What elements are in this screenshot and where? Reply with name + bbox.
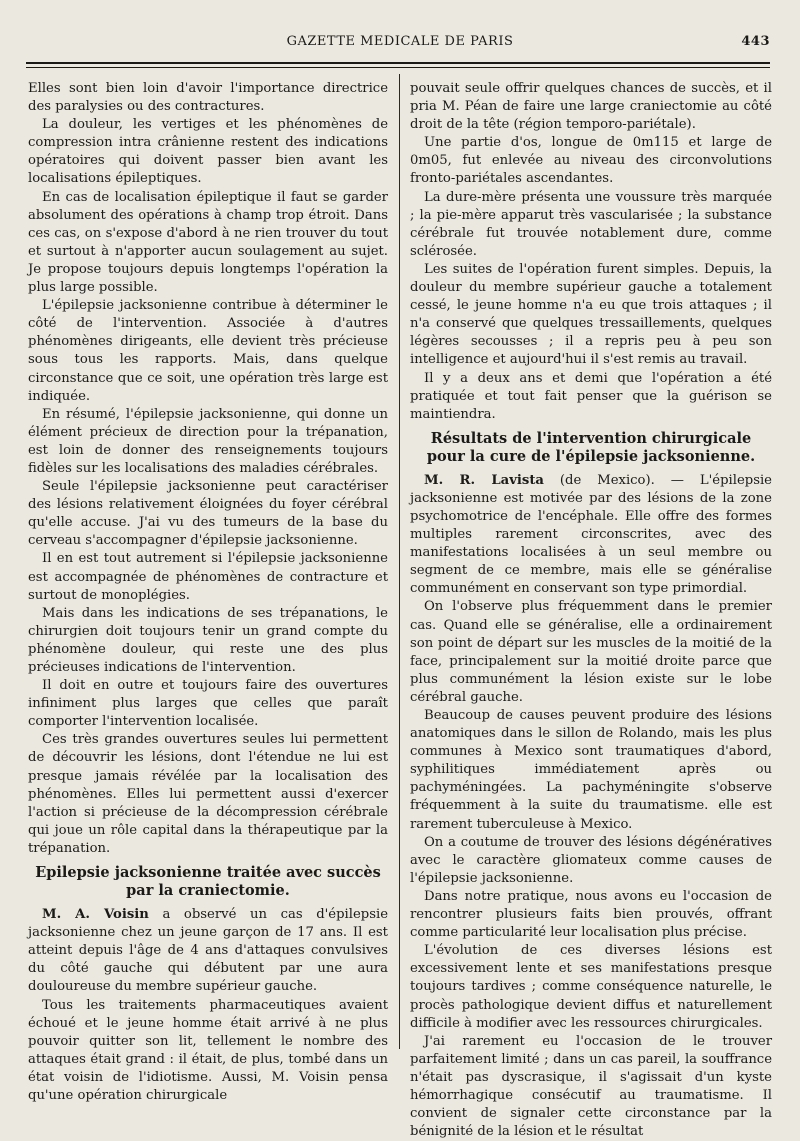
paragraph: J'ai rarement eu l'occasion de le trouver parfaitement limité ; dans un cas pareil, la souffrance n'était pas dyscrasique, il s'agissait d'un kyste hémorrhagique consécutif au traumatisme. Il convient de signaler cette circonstance par la bénignité de la lésion et le résultat	[410, 1033, 772, 1140]
journal-title: GAZETTE MEDICALE DE PARIS	[286, 34, 514, 49]
paragraph: Seule l'épilepsie jacksonienne peut caractériser des lésions relativement éloignées du foyer cérébral qu'elle accuse. J'ai vu des tumeurs de la base du cerveau s'accompagner d'épilepsie jacksonienne.	[28, 479, 388, 549]
paragraph: Il en est tout autrement si l'épilepsie jacksonienne est accompagnée de phénomènes de contracture et surtout de monoplégies.	[28, 551, 388, 603]
right-column	[410, 80, 772, 1140]
paragraph: Il doit en outre et toujours faire des ouvertures infiniment plus larges que celles que paraît comporter l'intervention localisée.	[28, 678, 388, 730]
section-heading: Résultats de l'intervention chirurgicale pour la cure de l'épilepsie jacksonienne.	[426, 429, 756, 465]
paragraph: La dure-mère présenta une voussure très marquée ; la pie-mère apparut très vascularisée ; la substance cérébrale fut trouvée notablement dure, comme sclérosée.	[410, 189, 772, 259]
paragraph: Elles sont bien loin d'avoir l'importance directrice des paralysies ou des contractures.	[28, 81, 388, 115]
paragraph: Mais dans les indications de ses trépanations, le chirurgien doit toujours tenir un grand compte du phénomène douleur, qui reste une des plus précieuses indications de l'intervention.	[28, 605, 388, 675]
paragraph: La douleur, les vertiges et les phénomènes de compression intra crânienne restent des indications opératoires qui doivent passer bien avant les localisations épileptiques.	[28, 117, 388, 187]
header-rule-thick	[26, 62, 770, 64]
paragraph: On a coutume de trouver des lésions dégénératives avec le caractère gliomateux comme causes de l'épilepsie jacksonienne.	[410, 834, 772, 886]
paragraph: Dans notre pratique, nous avons eu l'occasion de rencontrer plusieurs faits bien prouvés, offrant comme particularité leur localisation plus précise.	[410, 888, 772, 941]
paragraph: Tous les traitements pharmaceutiques avaient échoué et le jeune homme était arrivé à ne plus pouvoir quitter son lit, tellement le nombre des attaques était grand : il était, de plus, tombé dans un état voisin de l'idiotisme. Aussi, M. Voisin pensa qu'une opération chirurgicale	[28, 997, 388, 1103]
page-number: 443	[741, 34, 770, 49]
paragraph: Beaucoup de causes peuvent produire des lésions anatomiques dans le sillon de Rolando, mais les plus communes à Mexico sont traumatiques d'abord, syphilitiques immédiatement après ou pachyméningées. La pachyméningite s'observe fréquemment à la suite du traumatisme. elle est rarement tuberculeuse à Mexico.	[410, 708, 772, 832]
paragraph	[410, 472, 772, 599]
paragraph-text: (de Mexico). — L'épilepsie jacksonienne est motivée par des lésions de la zone psychomotrice de l'encéphale. Elle offre des formes multiples rarement circonscrites, avec des manifestations localisées à un seul membre ou segment de ce membre, mais elle se généralise communément en conservant son type primordial.	[410, 472, 772, 597]
section-heading: Epilepsie jacksonienne traitée avec succès par la craniectomie.	[35, 864, 381, 900]
column-divider	[399, 74, 400, 1049]
paragraph: L'épilepsie jacksonienne contribue à déterminer le côté de l'intervention. Associée à d'autres phénomènes dirigeants, elle devient très précieuse sous tous les rapports. Mais, dans quelque circonstance que ce soit, une opération très large est indiquée.	[28, 298, 388, 404]
paragraph: Les suites de l'opération furent simples. Depuis, la douleur du membre supérieur gauche a totalement cessé, le jeune homme n'a eu que trois attaques ; il n'a conservé que quelques tressaillements, quelques légères secousses ; il a repris peu à peu son intelligence et aujourd'hui il s'est remis au travail.	[410, 261, 772, 368]
running-header	[30, 34, 770, 54]
paragraph: En cas de localisation épileptique il faut se garder absolument des opérations à champ trop étroit. Dans ces cas, on s'expose d'abord à ne rien trouver du tout et surtout à n'apporter aucun soulagement au sujet. Je propose toujours depuis longtemps l'opération la plus large possible.	[28, 189, 388, 296]
paragraph: Ces très grandes ouvertures seules lui permettent de découvrir les lésions, dont l'étendue ne lui est presque jamais révélée par la localisation des phénomènes. Elles lui permettent aussi d'exercer l'action si précieuse de la décompression cérébrale qui joue un rôle capital dans la thérapeutique par la trépanation.	[28, 732, 388, 856]
paragraph	[28, 906, 388, 996]
author-name: M. A. Voisin	[42, 907, 149, 923]
left-column	[28, 80, 388, 1103]
paragraph-text: a observé un cas d'épilepsie jacksonienne chez un jeune garçon de 17 ans. Il est atteint depuis l'âge de 4 ans d'attaques convulsives du côté gauche qui débutent par une aura douloureuse du membre supérieur gauche.	[28, 907, 388, 995]
paragraph: En résumé, l'épilepsie jacksonienne, qui donne un élément précieux de direction pour la trépanation, est loin de donner des renseignements toujours fidèles sur les localisations des maladies cérébrales.	[28, 406, 388, 476]
header-rule-thin	[26, 67, 770, 68]
paragraph: Il y a deux ans et demi que l'opération a été pratiquée et tout fait penser que la guérison se maintiendra.	[410, 370, 772, 422]
paragraph: Une partie d'os, longue de 0m115 et large de 0m05, fut enlevée au niveau des circonvolutions fronto-pariétales ascendantes.	[410, 135, 772, 187]
paragraph: pouvait seule offrir quelques chances de succès, et il pria M. Péan de faire une large craniectomie au côté droit de la tête (région temporo-pariétale).	[410, 81, 772, 133]
author-name: M. R. Lavista	[424, 472, 544, 488]
paragraph: L'évolution de ces diverses lésions est excessivement lente et ses manifestations presque toujours tardives ; comme conséquence naturelle, le procès pathologique devient diffus et naturellement difficile à modifier avec les ressources chirurgicales.	[410, 943, 772, 1031]
paragraph: On l'observe plus fréquemment dans le premier cas. Quand elle se généralise, elle a ordinairement son point de départ sur les muscles de la moitié de la face, principalement sur la moitié droite parce que plus communément la lésion existe sur le lobe cérébral gauche.	[410, 599, 772, 705]
